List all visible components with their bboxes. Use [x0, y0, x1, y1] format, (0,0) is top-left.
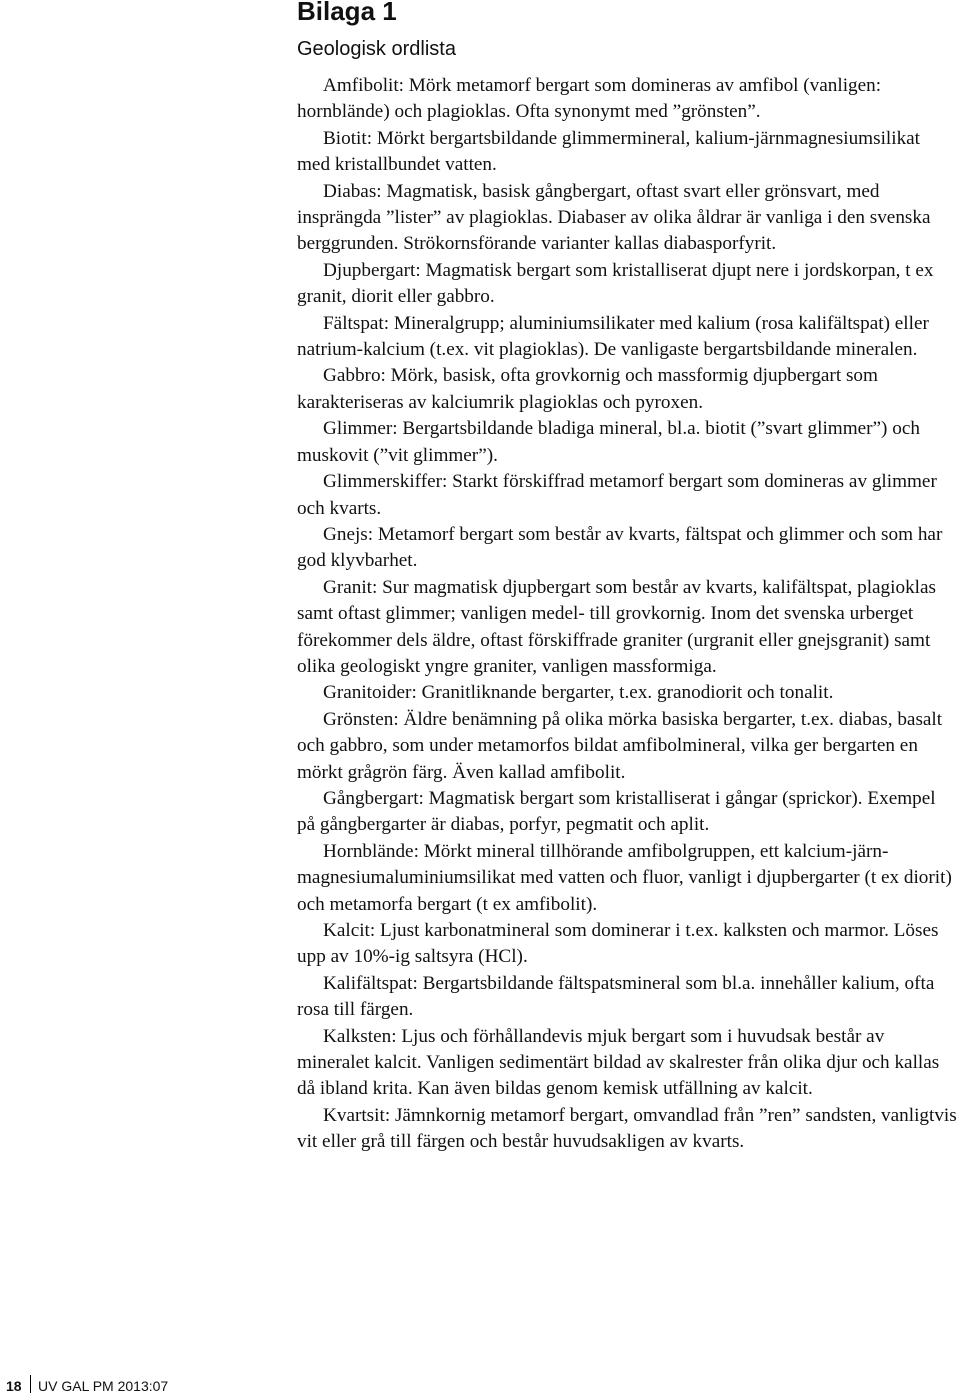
glossary-entry: Glimmer: Bergartsbildande bladiga mineral, bl.a. biotit (”svart glimmer”) och muskovit (”vit glimmer”). — [297, 418, 920, 466]
glossary-entry: Kalcit: Ljust karbonatmineral som dominerar i t.ex. kalksten och marmor. Löses upp av 10%-ig saltsyra (HCl). — [297, 920, 939, 968]
document-id: UV GAL PM 2013:07 — [38, 1378, 169, 1394]
glossary-entry: Gångbergart: Magmatisk bergart som kristalliserat i gångar (sprickor). Exempel på gångbergarter är diabas, porfyr, pegmatit och aplit. — [297, 787, 936, 836]
glossary-entry: Hornblände: Mörkt mineral tillhörande amfibolgruppen, ett kalcium-järn-magnesiumaluminiumsilikat med vatten och fluor, vanligt i djupbergarter (t ex diorit) och metamorfa bergart (t ex amfibolit). — [297, 840, 952, 915]
page-title: Bilaga 1 — [297, 0, 397, 26]
glossary-entry: Gnejs: Metamorf bergart som består av kvarts, fältspat och glimmer och som har god klyvbarhet. — [297, 523, 943, 572]
glossary-entry: Biotit: Mörkt bergartsbildande glimmermineral, kalium-järnmagnesiumsilikat med kristallbundet vatten. — [297, 127, 921, 176]
glossary-entry: Fältspat: Mineralgrupp; aluminiumsilikater med kalium (rosa kalifältspat) eller natrium-kalcium (t.ex. vit plagioklas). De vanligaste bergartsbildande mineralen. — [297, 312, 929, 361]
glossary-entry: Amfibolit: Mörk metamorf bergart som domineras av amfibol (vanligen: hornblände) och plagioklas. Ofta synonymt med ”grönsten”. — [297, 75, 882, 123]
glossary-entry: Granit: Sur magmatisk djupbergart som består av kvarts, kalifältspat, plagioklas samt oftast glimmer; vanligen medel- till grovkornig. Inom det svenska urberget förekommer dels äldre, oftast förskiffrade graniter (urgranit eller gnejsgranit) samt olika geologiskt yngre graniter, vanligen massformiga. — [297, 576, 936, 677]
glossary-entry: Gabbro: Mörk, basisk, ofta grovkornig och massformig djupbergart som karakteriseras av kalciumrik plagioklas och pyroxen. — [297, 365, 878, 413]
section-title: Geologisk ordlista — [297, 38, 456, 60]
glossary-entry: Glimmerskiffer: Starkt förskiffrad metamorf bergart som domineras av glimmer och kvarts. — [297, 471, 937, 519]
glossary-entry: Kalksten: Ljus och förhållandevis mjuk bergart som i huvudsak består av mineralet kalcit. Vanligen sedimentärt bildad av skalrester från olika djur och kallas då ibland krita. Kan även bildas genom kemisk utfällning av kalcit. — [297, 1025, 940, 1100]
glossary-entry: Granitoider: Granitliknande bergarter, t.ex. granodiorit och tonalit. — [323, 682, 834, 704]
glossary-entry: Kvartsit: Jämnkornig metamorf bergart, omvandlad från ”ren” sandsten, vanligtvis vit eller grå till färgen och består huvudsakligen av kvarts. — [297, 1104, 957, 1153]
page-footer — [0, 1375, 200, 1393]
footer-divider — [30, 1375, 31, 1393]
glossary-list — [297, 73, 957, 1156]
glossary-entry: Kalifältspat: Bergartsbildande fältspatsmineral som bl.a. innehåller kalium, ofta rosa till färgen. — [297, 972, 935, 1021]
glossary-entry: Grönsten: Äldre benämning på olika mörka basiska bergarter, t.ex. diabas, basalt och gabbro, som under metamorfos bildat amfibolmineral, vilka ger bergarten en mörkt grågrön färg. Även kallad amfibolit. — [297, 708, 943, 783]
glossary-entry: Diabas: Magmatisk, basisk gångbergart, oftast svart eller grönsvart, med insprängda ”lister” av plagioklas. Diabaser av olika åldrar är vanliga i den svenska berggrunden. Strökornsförande varianter kallas diabasporfyrit. — [297, 180, 931, 255]
page-number: 18 — [6, 1378, 22, 1394]
glossary-entry: Djupbergart: Magmatisk bergart som kristalliserat djupt nere i jordskorpan, t ex granit, diorit eller gabbro. — [297, 259, 934, 308]
